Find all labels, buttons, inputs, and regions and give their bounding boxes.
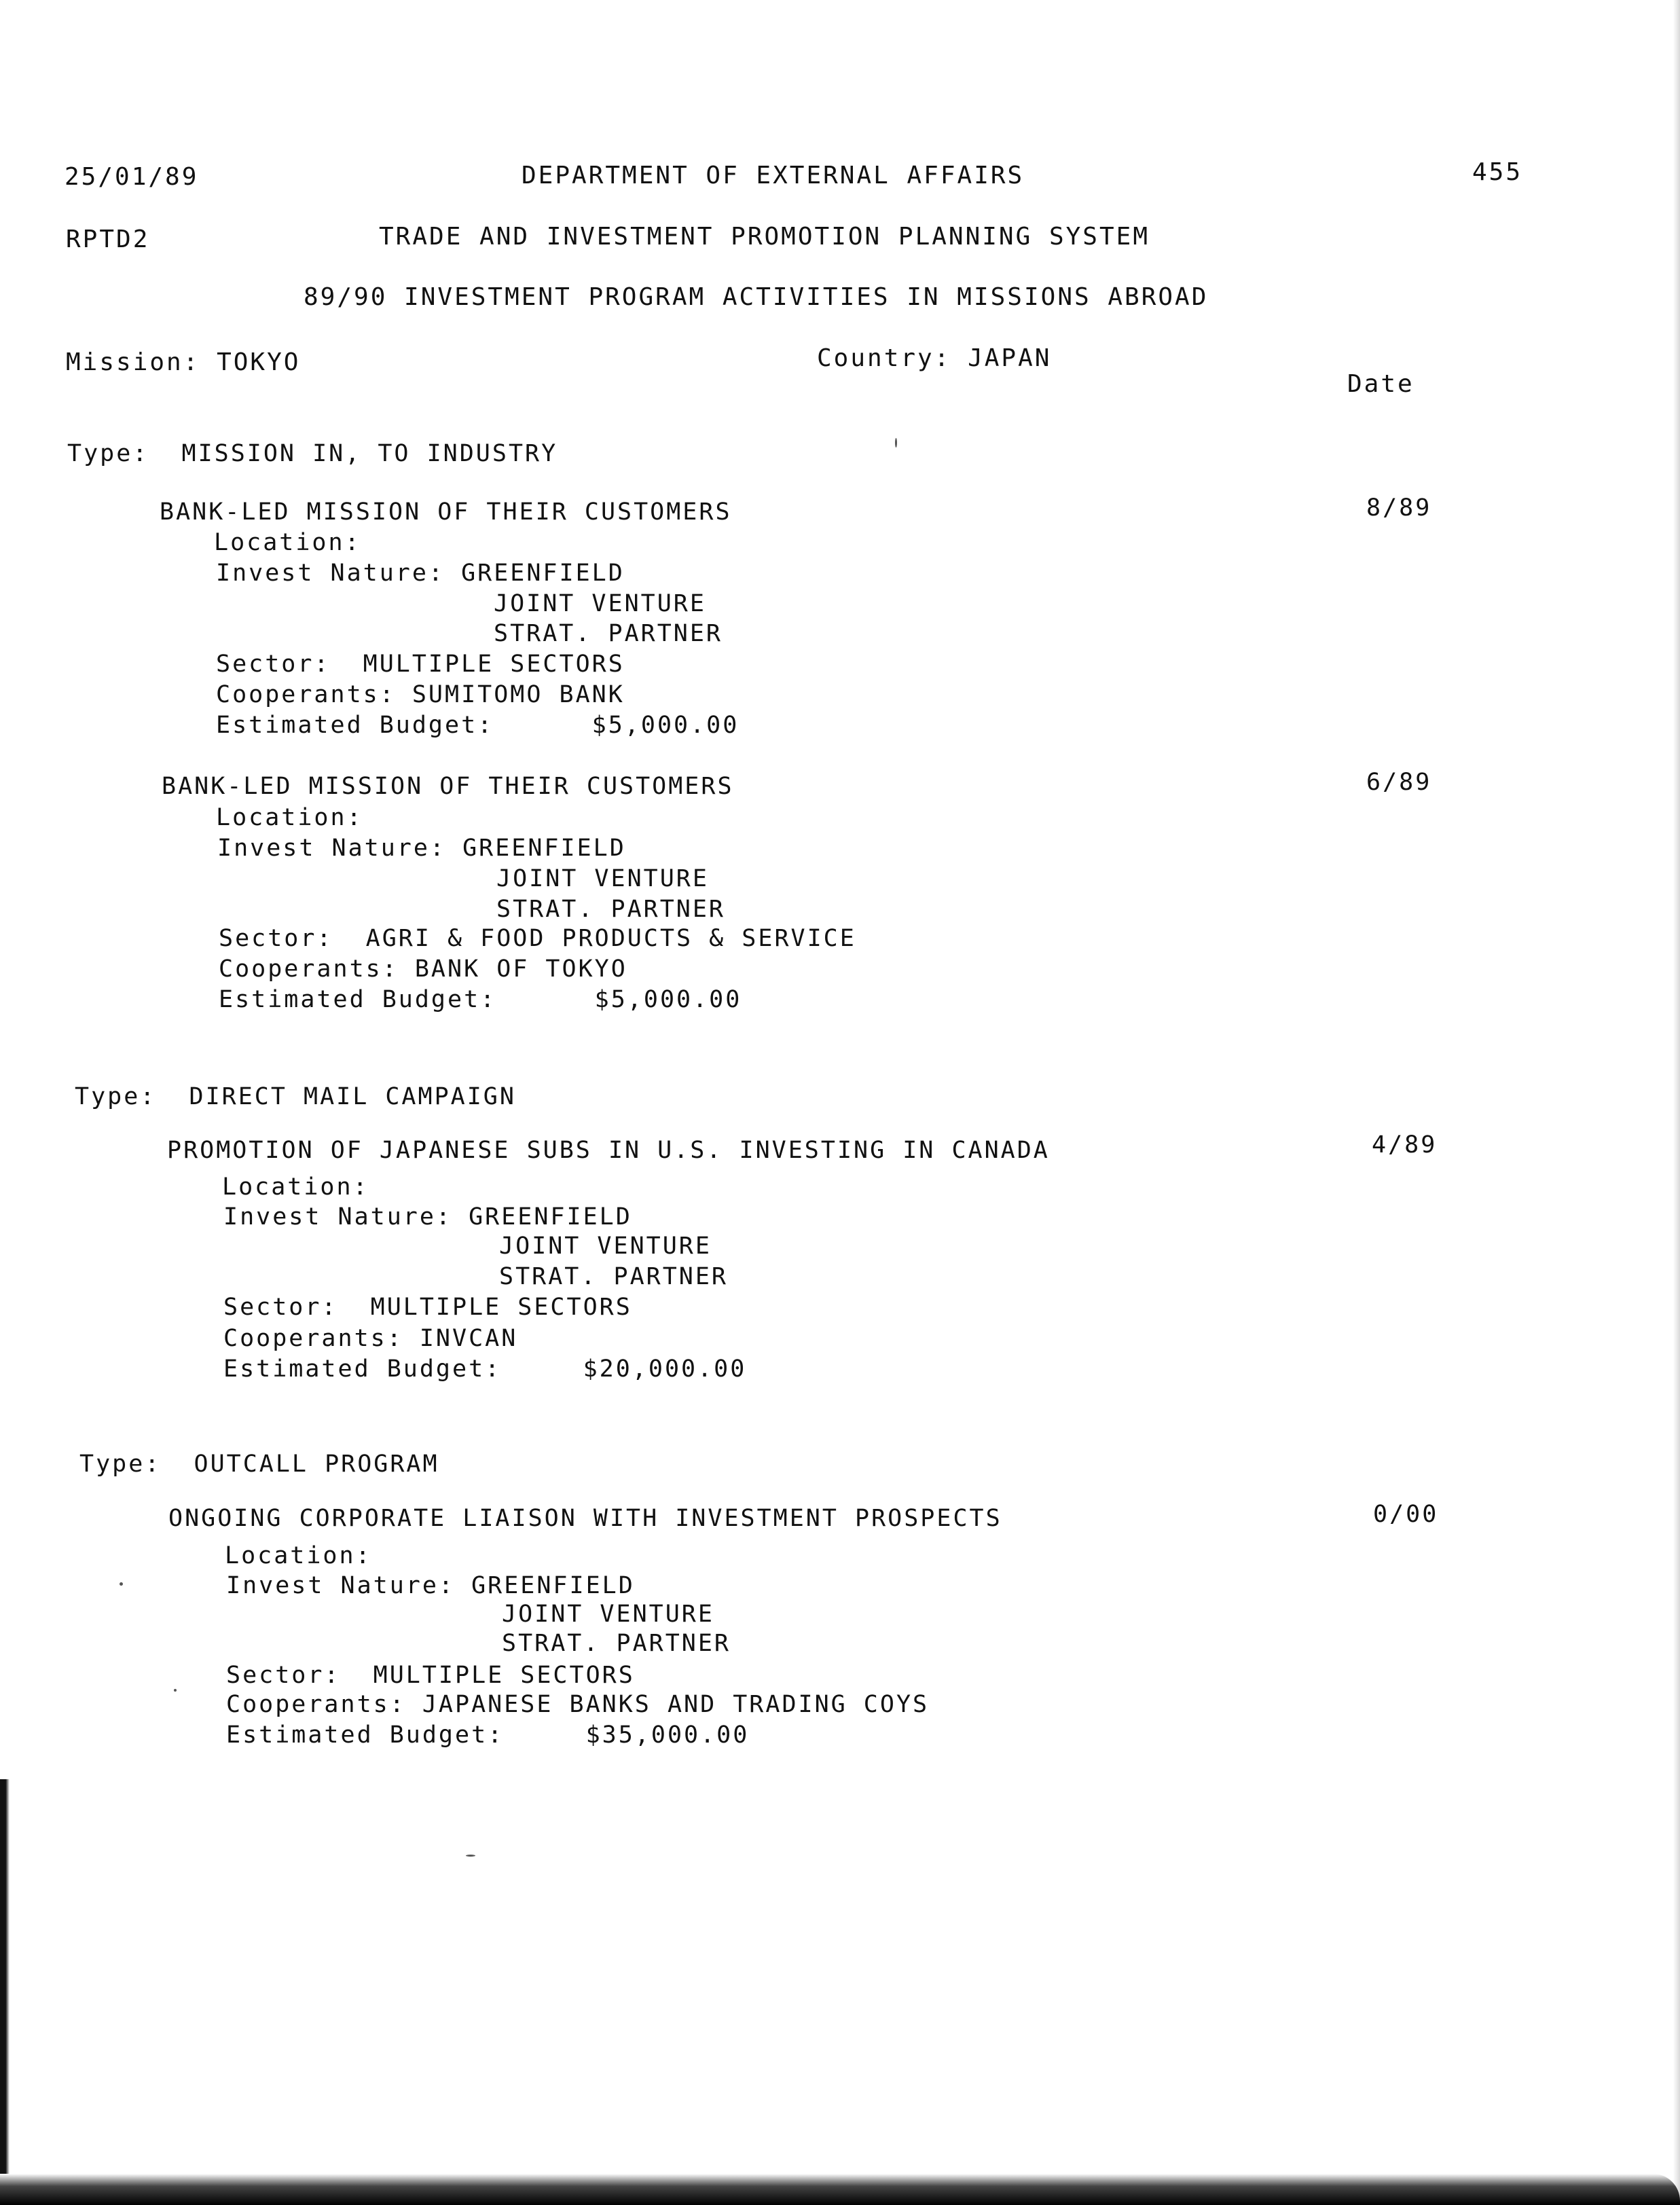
activity-date: 0/00 [1373, 1501, 1439, 1528]
scan-speck [120, 1582, 123, 1586]
country-label: Country: JAPAN [817, 344, 1052, 372]
activity-invest-nature: Invest Nature: GREENFIELD [223, 1203, 632, 1231]
system-title: TRADE AND INVESTMENT PROMOTION PLANNING SYSTEM [379, 223, 1150, 251]
page-number: 455 [1472, 158, 1523, 186]
activity-date: 8/89 [1366, 494, 1432, 522]
mission-label: Mission: TOKYO [66, 348, 301, 376]
activity-location: Location: [222, 1173, 369, 1201]
department-title: DEPARTMENT OF EXTERNAL AFFAIRS [522, 162, 1025, 189]
scan-edge-right [1673, 0, 1680, 2205]
scan-speck [466, 1855, 475, 1857]
scan-edge-bottom [0, 2174, 1680, 2205]
activity-cooperants: Cooperants: INVCAN [223, 1325, 518, 1352]
activity-budget: Estimated Budget: $35,000.00 [226, 1721, 750, 1749]
section-type: Type: OUTCALL PROGRAM [79, 1451, 439, 1478]
activity-invest-nature-3: STRAT. PARTNER [502, 1630, 731, 1657]
section-type: Type: MISSION IN, TO INDUSTRY [67, 440, 558, 467]
activity-date: 4/89 [1372, 1131, 1438, 1159]
activity-invest-nature: Invest Nature: GREENFIELD [216, 560, 625, 587]
activity-budget: Estimated Budget: $5,000.00 [219, 986, 742, 1013]
activity-date: 6/89 [1366, 769, 1432, 796]
activity-invest-nature-2: JOINT VENTURE [494, 590, 706, 617]
date-column-header: Date [1347, 370, 1414, 398]
activity-invest-nature: Invest Nature: GREENFIELD [226, 1572, 635, 1599]
activity-sector: Sector: MULTIPLE SECTORS [226, 1662, 635, 1689]
activity-budget: Estimated Budget: $20,000.00 [223, 1355, 747, 1383]
activity-sector: Sector: MULTIPLE SECTORS [223, 1294, 632, 1321]
activity-invest-nature-2: JOINT VENTURE [502, 1601, 714, 1628]
section-type: Type: DIRECT MAIL CAMPAIGN [75, 1083, 516, 1110]
activity-cooperants: Cooperants: BANK OF TOKYO [219, 955, 627, 983]
report-title: 89/90 INVESTMENT PROGRAM ACTIVITIES IN MISSIONS ABROAD [304, 283, 1209, 311]
report-date: 25/01/89 [65, 163, 199, 191]
activity-sector: Sector: AGRI & FOOD PRODUCTS & SERVICE [219, 925, 856, 952]
activity-budget: Estimated Budget: $5,000.00 [216, 712, 739, 739]
activity-title: BANK-LED MISSION OF THEIR CUSTOMERS [162, 773, 734, 800]
activity-title: BANK-LED MISSION OF THEIR CUSTOMERS [160, 498, 732, 526]
scan-speck [895, 438, 897, 448]
activity-title: PROMOTION OF JAPANESE SUBS IN U.S. INVESTING IN CANADA [167, 1137, 1050, 1164]
activity-location: Location: [225, 1542, 372, 1569]
activity-invest-nature-3: STRAT. PARTNER [499, 1263, 729, 1290]
report-code: RPTD2 [66, 225, 150, 253]
activity-cooperants: Cooperants: JAPANESE BANKS AND TRADING COYS [226, 1691, 930, 1718]
activity-invest-nature: Invest Nature: GREENFIELD [217, 835, 626, 862]
scan-speck [174, 1689, 177, 1692]
activity-location: Location: [214, 529, 361, 556]
activity-cooperants: Cooperants: SUMITOMO BANK [216, 681, 625, 708]
activity-location: Location: [216, 804, 363, 831]
activity-invest-nature-3: STRAT. PARTNER [494, 620, 723, 647]
scan-edge-left [0, 1779, 10, 2205]
activity-invest-nature-2: JOINT VENTURE [496, 865, 709, 892]
activity-invest-nature-3: STRAT. PARTNER [496, 896, 726, 923]
activity-sector: Sector: MULTIPLE SECTORS [216, 651, 625, 678]
activity-invest-nature-2: JOINT VENTURE [499, 1233, 712, 1260]
activity-title: ONGOING CORPORATE LIAISON WITH INVESTMENT PROSPECTS [168, 1505, 1002, 1532]
